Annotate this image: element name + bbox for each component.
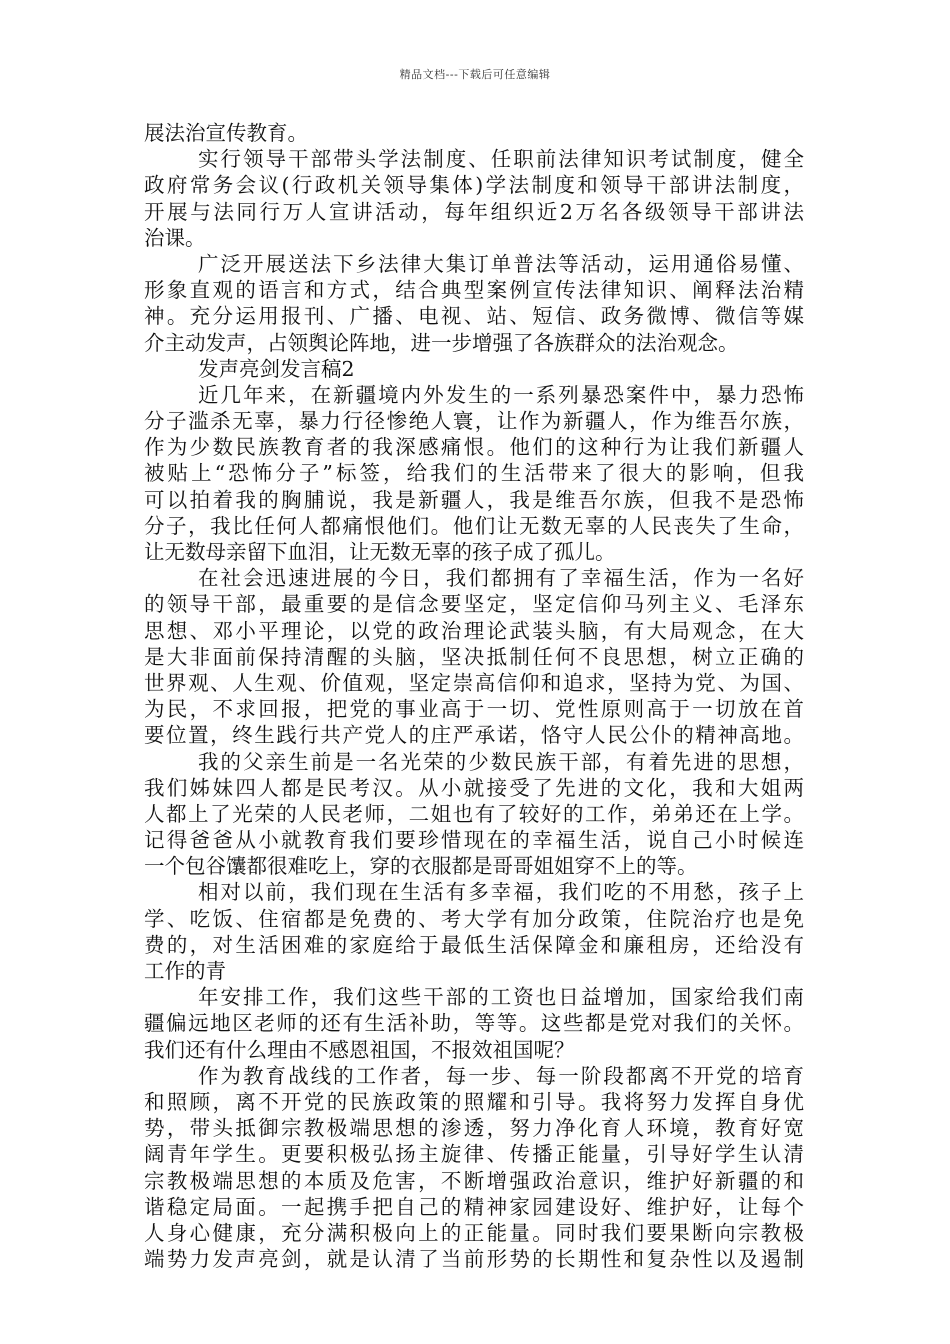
body-text-line: 展法治宣传教育。 xyxy=(144,121,308,145)
body-text-line: 相对以前，我们现在生活有多幸福，我们吃的不用愁，孩子上 xyxy=(198,880,804,905)
body-text-line: 为民，不求回报，把党的事业高于一切、党性原则高于一切放在首 xyxy=(144,697,804,722)
body-text-line: 在社会迅速进展的今日，我们都拥有了幸福生活，作为一名好 xyxy=(198,566,804,591)
body-text-line: 要位置，终生践行共产党人的庄严承诺，恪守人民公仆的精神高地。 xyxy=(144,723,804,748)
body-text-line: 记得爸爸从小就教育我们要珍惜现在的幸福生活，说自己小时候连 xyxy=(144,828,804,853)
body-text-line: 让无数母亲留下血泪，让无数无辜的孩子成了孤儿。 xyxy=(144,540,616,564)
body-text-line: 和照顾，离不开党的民族政策的照耀和引导。我将努力发挥自身优 xyxy=(144,1089,804,1114)
body-text-line: 广泛开展送法下乡法律大集订单普法等活动，运用通俗易懂、 xyxy=(198,251,804,276)
body-text-line: 的领导干部，最重要的是信念要坚定，坚定信仰马列主义、毛泽东 xyxy=(144,592,804,617)
body-text-line: 近几年来，在新疆境内外发生的一系列暴恐案件中，暴力恐怖 xyxy=(198,382,804,407)
body-text-line: 我们姊妹四人都是民考汉。从小就接受了先进的文化，我和大姐两 xyxy=(144,775,804,800)
body-text-line: 介主动发声，占领舆论阵地，进一步增强了各族群众的法治观念。 xyxy=(144,330,739,355)
body-text-line: 人都上了光荣的人民老师，二姐也有了较好的工作，弟弟还在上学。 xyxy=(144,801,804,826)
body-text-line: 我们还有什么理由不感恩祖国，不报效祖国呢？ xyxy=(144,1037,575,1062)
body-text-line: 思想、邓小平理论，以党的政治理论武装头脑，有大局观念，在大 xyxy=(144,618,804,643)
body-text-line: 宗教极端思想的本质及危害，不断增强政治意识，维护好新疆的和 xyxy=(144,1168,804,1193)
body-text-line: 政府常务会议(行政机关领导集体)学法制度和领导干部讲法制度， xyxy=(144,173,804,198)
body-text-line: 是大非面前保持清醒的头脑，坚决抵制任何不良思想，树立正确的 xyxy=(144,644,804,669)
body-text-line: 形象直观的语言和方式，结合典型案例宣传法律知识、阐释法治精 xyxy=(144,278,804,303)
body-text-line: 分子，我比任何人都痛恨他们。他们让无数无辜的人民丧失了生命， xyxy=(144,513,804,538)
body-text-line: 作为教育战线的工作者，每一步、每一阶段都离不开党的培育 xyxy=(198,1063,804,1088)
document-body xyxy=(144,120,804,1272)
body-text-line: 发声亮剑发言稿2 xyxy=(198,356,355,381)
body-text-line: 分子滥杀无辜，暴力行径惨绝人寰，让作为新疆人，作为维吾尔族， xyxy=(144,409,804,434)
body-text-line: 人身心健康，充分满积极向上的正能量。同时我们要果断向宗教极 xyxy=(144,1220,804,1245)
body-text-line: 一个包谷馕都很难吃上，穿的衣服都是哥哥姐姐穿不上的等。 xyxy=(144,854,698,879)
body-text-line: 势，带头抵御宗教极端思想的渗透，努力净化育人环境，教育好宽 xyxy=(144,1116,804,1141)
body-text-line: 治课。 xyxy=(144,225,206,250)
body-text-line: 神。充分运用报刊、广播、电视、站、短信、政务微博、微信等媒 xyxy=(144,304,804,329)
body-text-line: 实行领导干部带头学法制度、任职前法律知识考试制度，健全 xyxy=(198,147,804,172)
body-text-line: 费的，对生活困难的家庭给于最低生活保障金和廉租房，还给没有 xyxy=(144,932,804,957)
page-header: 精品文档---下载后可任意编辑 xyxy=(399,68,551,81)
body-text-line: 学、吃饭、住宿都是免费的、考大学有加分政策，住院治疗也是免 xyxy=(144,906,804,931)
body-text-line: 阔青年学生。更要积极弘扬主旋律、传播正能量，引导好学生认清 xyxy=(144,1142,804,1167)
body-text-line: 世界观、人生观、价值观，坚定崇高信仰和追求，坚持为党、为国、 xyxy=(144,670,804,695)
body-text-line: 作为少数民族教育者的我深感痛恨。他们的这种行为让我们新疆人 xyxy=(144,435,804,460)
body-text-line: 被贴上“恐怖分子”标签，给我们的生活带来了很大的影响，但我 xyxy=(144,461,804,486)
body-text-line: 我的父亲生前是一名光荣的少数民族干部，有着先进的思想， xyxy=(198,749,804,774)
body-text-line: 工作的青 xyxy=(144,959,226,983)
body-text-line: 开展与法同行万人宣讲活动，每年组织近2万名各级领导干部讲法 xyxy=(144,199,804,224)
body-text-line: 谐稳定局面。一起携手把自己的精神家园建设好、维护好，让每个 xyxy=(144,1194,804,1219)
body-text-line: 可以拍着我的胸脯说，我是新疆人，我是维吾尔族，但我不是恐怖 xyxy=(144,487,804,512)
body-text-line: 端势力发声亮剑，就是认清了当前形势的长期性和复杂性以及遏制 xyxy=(144,1247,804,1272)
body-text-line: 年安排工作，我们这些干部的工资也日益增加，国家给我们南 xyxy=(198,985,804,1010)
body-text-line: 疆偏远地区老师的还有生活补助，等等。这些都是党对我们的关怀。 xyxy=(144,1011,804,1036)
